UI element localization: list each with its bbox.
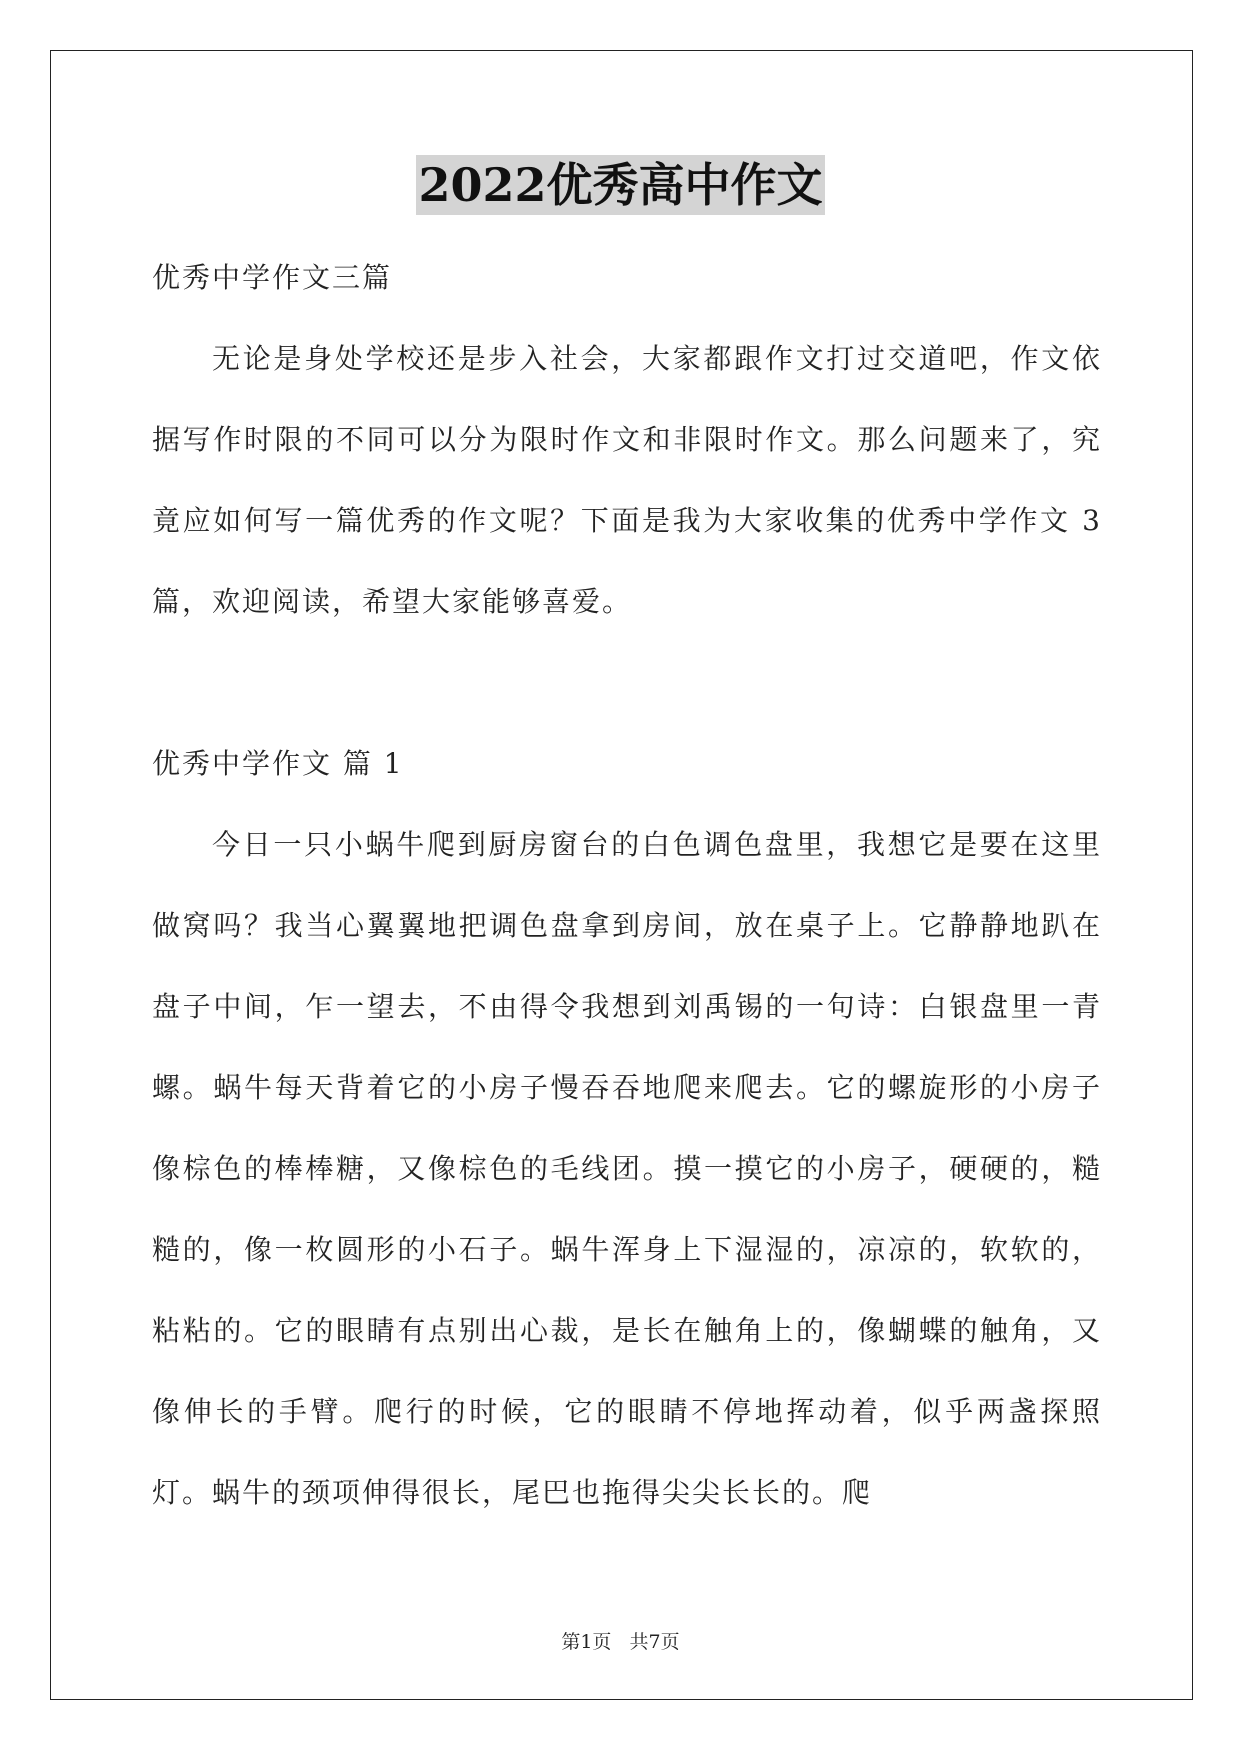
section-heading: 优秀中学作文 篇 1: [152, 747, 404, 780]
title-container: [0, 155, 1241, 215]
spacer: [152, 642, 1102, 723]
section-paragraph: 今日一只小蜗牛爬到厨房窗台的白色调色盘里，我想它是要在这里做窝吗？我当心翼翼地把调色盘拿到房间，放在桌子上。它静静地趴在盘子中间，乍一望去，不由得令我想到刘禹锡的一句诗：白银盘里一青螺。蜗牛每天背着它的小房子慢吞吞地爬来爬去。它的螺旋形的小房子像棕色的棒棒糖，又像棕色的毛线团。摸一摸它的小房子，硬硬的，糙糙的，像一枚圆形的小石子。蜗牛浑身上下湿湿的，凉凉的，软软的，粘粘的。它的眼睛有点别出心裁，是长在触角上的，像蝴蝶的触角，又像伸长的手臂。爬行的时候，它的眼睛不停地挥动着，似乎两盏探照灯。蜗牛的颈项伸得很长，尾巴也拖得尖尖长长的。爬: [152, 828, 1102, 1509]
subtitle: 优秀中学作文三篇: [152, 261, 393, 294]
page-footer: [0, 1627, 1241, 1654]
page-number: 第1页 共7页: [561, 1631, 680, 1653]
document-body: [152, 237, 1102, 1533]
document-title: 2022优秀高中作文: [416, 155, 824, 215]
intro-paragraph: 无论是身处学校还是步入社会，大家都跟作文打过交道吧，作文依据写作时限的不同可以分为限时作文和非限时作文。那么问题来了，究竟应如何写一篇优秀的作文呢？下面是我为大家收集的优秀中学作文 3 篇，欢迎阅读，希望大家能够喜爱。: [152, 342, 1102, 618]
